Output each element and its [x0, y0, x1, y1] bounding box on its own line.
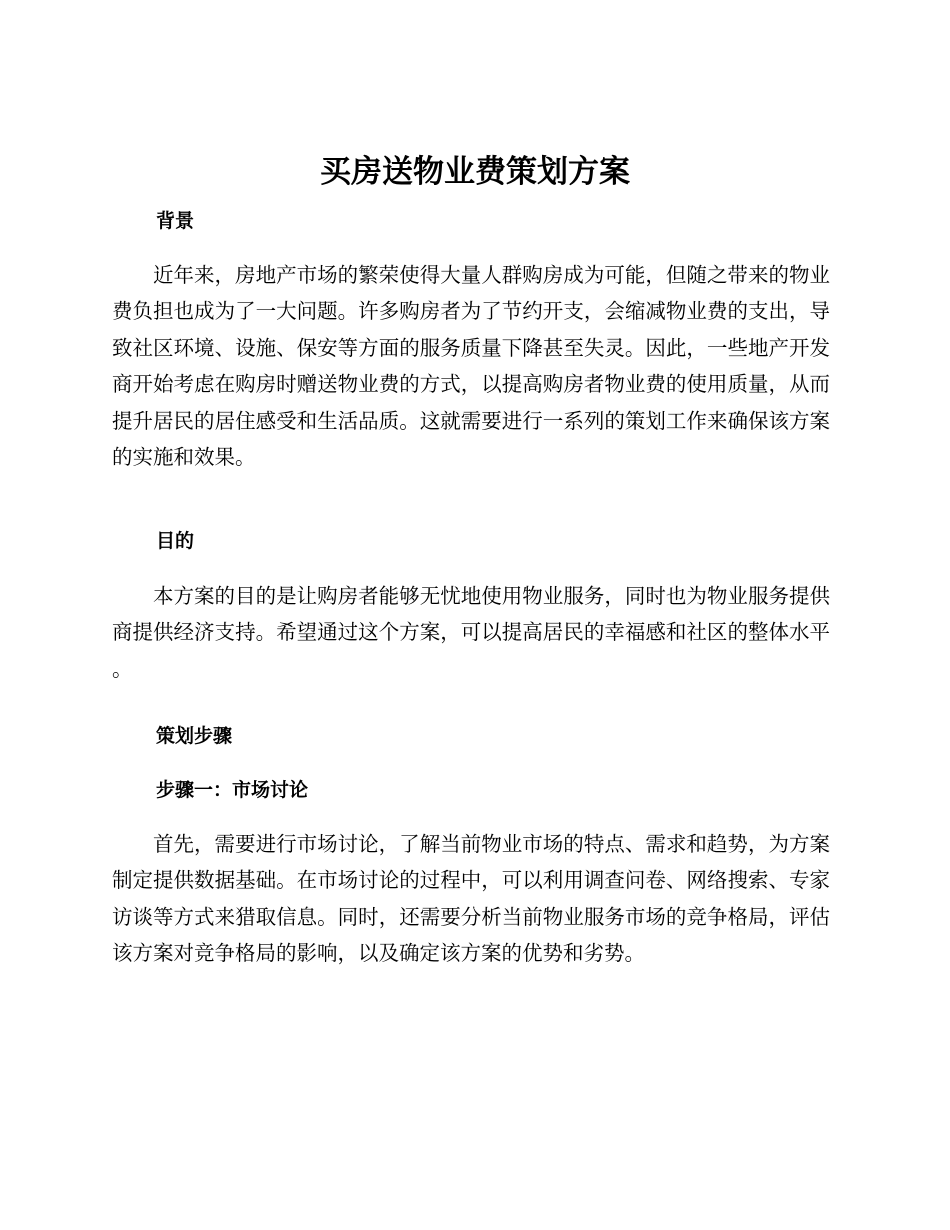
- section-heading-step-one: 步骤一：市场讨论: [156, 779, 309, 801]
- section-paragraph-background: 近年来，房地产市场的繁荣使得大量人群购房成为可能，但随之带来的物业费负担也成为了一大问题。许多购房者为了节约开支，会缩减物业费的支出，导致社区环境、设施、保安等方面的服务质量下降甚至失灵。因此，一些地产开发商开始考虑在购房时赠送物业费的方式，以提高购房者物业费的使用质量，从而提升居民的居住感受和生活品质。这就需要进行一系列的策划工作来确保该方案的实施和效果。: [112, 263, 830, 470]
- section-paragraph-purpose: 本方案的目的是让购房者能够无忧地使用物业服务，同时也为物业服务提供商提供经济支持。希望通过这个方案，可以提高居民的幸福感和社区的整体水平。: [112, 584, 830, 681]
- section-heading-planning-steps: 策划步骤: [156, 725, 233, 747]
- section-paragraph-step-one: 首先，需要进行市场讨论，了解当前物业市场的特点、需求和趋势，为方案制定提供数据基础。在市场讨论的过程中，可以利用调查问卷、网络搜索、专家访谈等方式来猎取信息。同时，还需要分析当前物业服务市场的竞争格局，评估该方案对竞争格局的影响，以及确定该方案的优势和劣势。: [112, 832, 830, 966]
- section-heading-purpose: 目的: [156, 530, 195, 552]
- document-title: 买房送物业费策划方案: [320, 154, 630, 190]
- section-heading-background: 背景: [156, 210, 195, 232]
